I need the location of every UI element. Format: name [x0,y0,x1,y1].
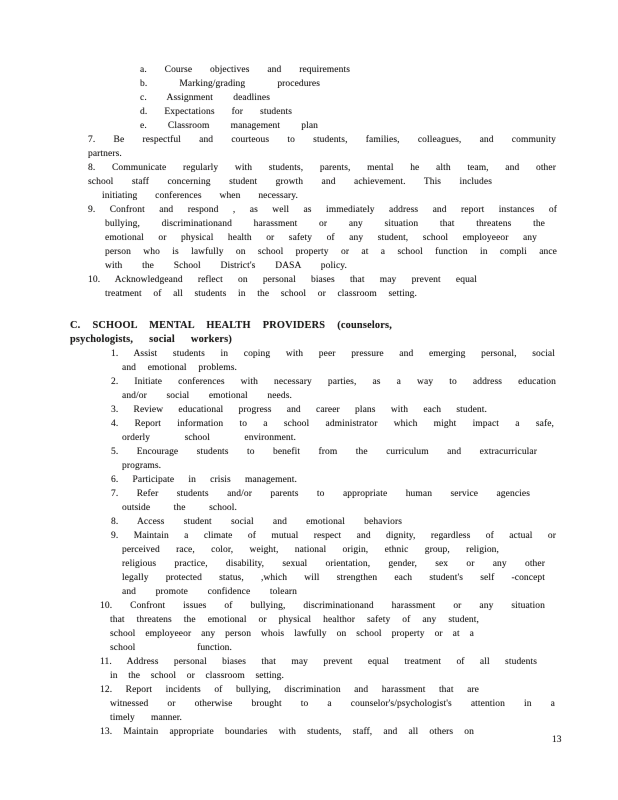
text-line: emotional or physical health or safety of any student, school employeeor any [105,233,537,243]
text-line: perceived race, color, weight, national origin, ethnic group, religion, [122,545,499,555]
text-line: 12. Report incidents of bullying, discrimination and harassment that are [100,685,479,695]
text-line: 10. Acknowledgeand reflect on personal biases that may prevent equal [88,275,477,285]
text-line: a. Course objectives and requirements [140,65,350,75]
text-line: 2. Initiate conferences with necessary parties, as a way to address education [111,377,556,387]
text-line: timely manner. [110,713,182,723]
text-line: that threatens the emotional or physical healthor safety of any student, [110,615,479,625]
section-heading-line: psychologists, social workers) [70,334,232,345]
text-line: initiating conferences when necessary. [102,191,298,201]
text-line: d. Expectations for students [140,107,292,117]
text-line: 4. Report information to a school administrator which might impact a safe, [111,419,554,429]
text-line: 8. Access student social and emotional behaviors [111,517,402,527]
text-line: 9. Confront and respond , as well as immediately address and report instances of [88,205,557,215]
text-line: and emotional problems. [122,363,237,373]
text-line: c. Assignment deadlines [140,93,270,103]
text-line: in the school or classroom setting. [110,671,284,681]
text-line: religious practice, disability, sexual orientation, gender, sex or any other [122,559,545,569]
text-line: school employeeor any person whois lawfully on school property or at a [110,629,474,639]
text-line: legally protected status, ,which will strengthen each student's self -concept [122,573,545,583]
text-line: 7. Refer students and/or parents to appropriate human service agencies [111,489,530,499]
section-heading-line: C. SCHOOL MENTAL HEALTH PROVIDERS (counselors, [70,320,392,331]
text-line: treatment of all students in the school or classroom setting. [105,289,417,299]
text-line: programs. [122,461,162,471]
text-line: 9. Maintain a climate of mutual respect and dignity, regardless of actual or [111,531,556,541]
text-line: person who is lawfully on school property or at a school function in compli ance [105,247,557,257]
text-line: school function. [110,643,232,653]
text-line: e. Classroom management plan [140,121,318,131]
text-line: 3. Review educational progress and career plans with each student. [111,405,487,415]
text-line: outside the school. [122,503,237,513]
text-line: bullying, discriminationand harassment or any situation that threatens the [105,219,545,229]
text-line: school staff concerning student growth and achievement. This includes [88,177,492,187]
text-line: 13. Maintain appropriate boundaries with students, staff, and all others on [100,727,474,737]
text-line: 1. Assist students in coping with peer pressure and emerging personal, social [111,349,555,359]
page-number: 13 [552,735,562,745]
text-line: 10. Confront issues of bullying, discriminationand harassment or any situation [100,601,545,611]
text-line: b. Marking/grading procedures [140,79,320,89]
text-line: orderly school environment. [122,433,296,443]
text-line: 6. Participate in crisis management. [111,475,297,485]
text-line: 7. Be respectful and courteous to students, families, colleagues, and community [88,135,556,145]
text-line: with the School District's DASA policy. [105,261,347,271]
text-line: and/or social emotional needs. [122,391,292,401]
text-line: 8. Communicate regularly with students, parents, mental he alth team, and other [88,163,556,173]
text-line: partners. [88,149,122,159]
text-line: 5. Encourage students to benefit from the curriculum and extracurricular [111,447,537,457]
text-line: 11. Address personal biases that may prevent equal treatment of all students [100,657,537,667]
text-line: and promote confidence tolearn [122,587,297,597]
text-line: witnessed or otherwise brought to a counselor's/psychologist's attention in a [110,699,555,709]
